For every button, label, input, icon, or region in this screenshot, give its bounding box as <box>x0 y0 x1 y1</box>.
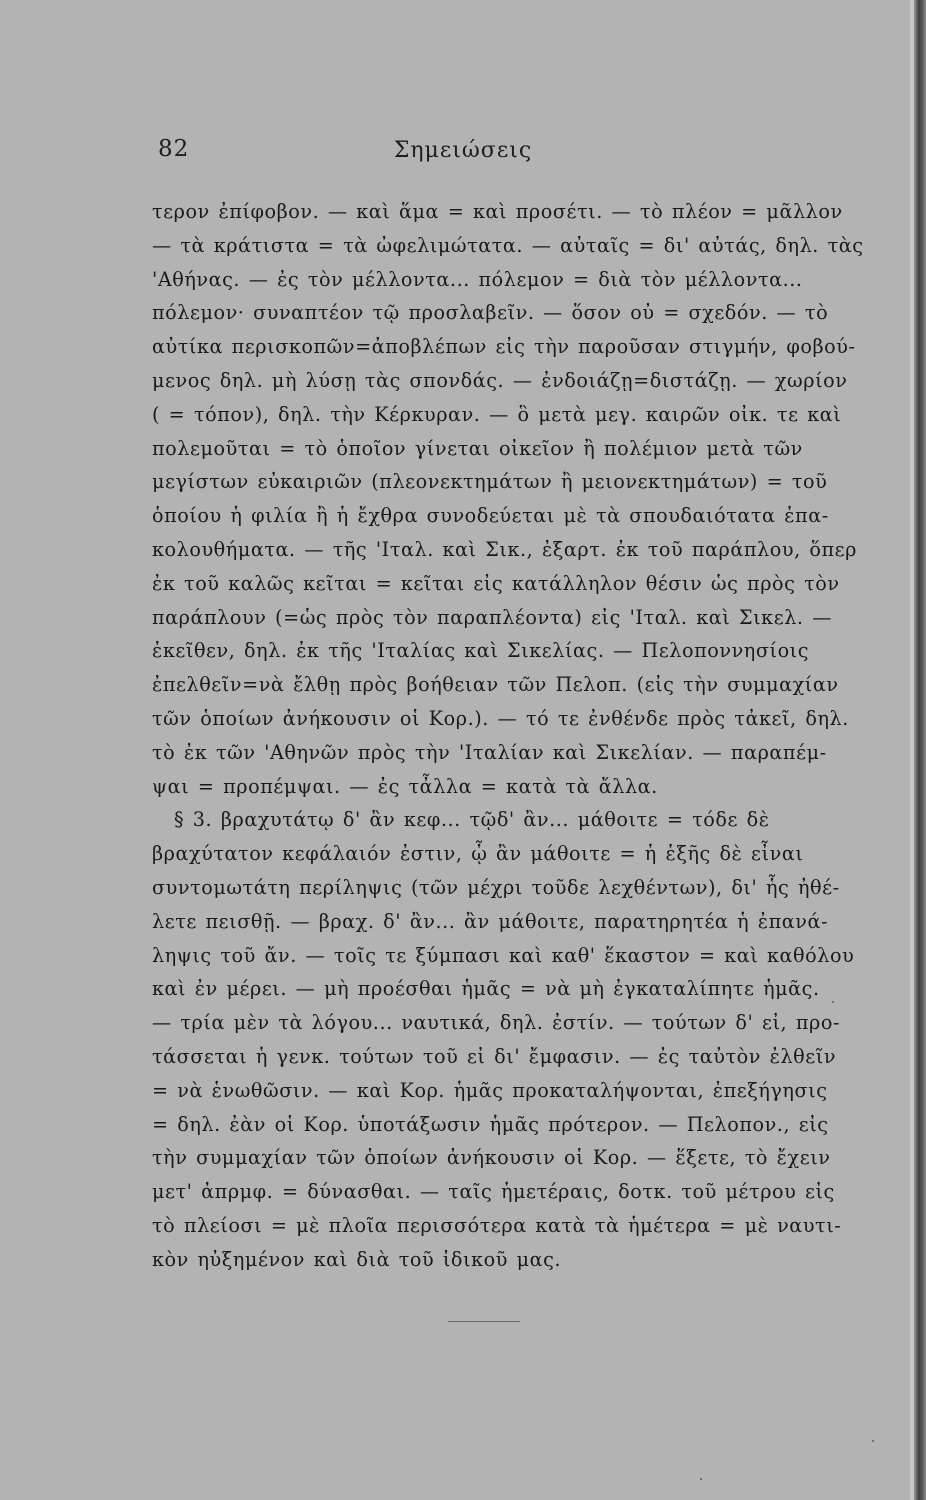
text-line: κολουθήματα. — τῆς 'Ιταλ. καὶ Σικ., ἐξαρτ. ἐκ τοῦ παράπλου, ὅπερ <box>152 537 857 561</box>
text-line: μεγίστων εὐκαιριῶν (πλεονεκτημάτων ἢ μειονεκτημάτων) = τοῦ <box>152 470 828 494</box>
text-line: μενος δηλ. μὴ λύσῃ τὰς σπονδάς. — ἐνδοιάζῃ=διστάζῃ. — χωρίον <box>152 368 848 392</box>
text-line: τάσσεται ἡ γενκ. τούτων τοῦ εἰ δι' ἔμφασιν. — ἐς ταὐτὸν ἐλθεῖν <box>152 1044 837 1068</box>
section-start-line: § 3. βραχυτάτῳ δ' ἂν κεφ... τῷδ' ἂν... μάθοιτε = τόδε δὲ <box>174 808 770 832</box>
text-line: ψαι = προπέμψαι. — ἐς τἆλλα = κατὰ τὰ ἄλλα. <box>152 774 658 798</box>
print-speck <box>700 1478 702 1480</box>
text-line: τερον ἐπίφοβον. — καὶ ἅμα = καὶ προσέτι. — τὸ πλέον = μᾶλλον <box>152 200 843 223</box>
text-line: καὶ ἐν μέρει. — μὴ προέσθαι ἡμᾶς = νὰ μὴ ἐγκαταλίπητε ἡμᾶς. <box>152 977 820 1001</box>
text-line: τὸ ἐκ τῶν 'Αθηνῶν πρὸς τὴν 'Ιταλίαν καὶ Σικελίαν. — παραπέμ- <box>152 740 827 764</box>
page-number: 82 <box>158 136 190 162</box>
text-line: συντομωτάτη περίληψις (τῶν μέχρι τοῦδε λεχθέντων), δι' ἧς ἠθέ- <box>152 875 840 899</box>
text-line: ληψις τοῦ ἄν. — τοῖς τε ξύμπασι καὶ καθ' ἕκαστον = καὶ καθόλου <box>152 943 855 967</box>
text-line: κὸν ηὐξημένον καὶ διὰ τοῦ ἰδικοῦ μας. <box>152 1247 562 1271</box>
text-line: — τρία μὲν τὰ λόγου... ναυτικά, δηλ. ἐστίν. — τούτων δ' εἰ, προ- <box>152 1011 840 1035</box>
text-line: ὁποίου ἡ φιλία ἢ ἡ ἔχθρα συνοδεύεται μὲ τὰ σπουδαιότατα ἐπα- <box>152 504 829 528</box>
text-line: ἐκ τοῦ καλῶς κεῖται = κεῖται εἰς κατάλληλον θέσιν ὡς πρὸς τὸν <box>152 571 840 595</box>
closing-rule <box>448 1321 520 1322</box>
text-line: πόλεμον· συναπτέον τῷ προσλαβεῖν. — ὅσον οὐ = σχεδόν. — τὸ <box>152 301 829 325</box>
text-line: πολεμοῦται = τὸ ὁποῖον γίνεται οἰκεῖον ἢ πολέμιον μετὰ τῶν <box>152 436 803 460</box>
text-line: μετ' ἀπρμφ. = δύνασθαι. — ταῖς ἡμετέραις, δοτκ. τοῦ μέτρου εἰς <box>152 1180 835 1204</box>
text-line: = δηλ. ἐὰν οἱ Κορ. ὑποτάξωσιν ἡμᾶς πρότερον. — Πελοπον., εἰς <box>152 1112 829 1136</box>
text-line: ἐπελθεῖν=νὰ ἔλθῃ πρὸς βοήθειαν τῶν Πελοπ. (εἰς τὴν συμμαχίαν <box>152 673 839 697</box>
text-line: αὐτίκα περισκοπῶν=ἀποβλέπων εἰς τὴν παροῦσαν στιγμήν, φοβού- <box>152 335 856 359</box>
text-line: = νὰ ἑνωθῶσιν. — καὶ Κορ. ἡμᾶς προκαταλήψονται, ἐπεξήγησις <box>152 1078 828 1102</box>
text-line: τῶν ὁποίων ἀνήκουσιν οἱ Κορ.). — τό τε ἐνθένδε πρὸς τἀκεῖ, δηλ. <box>152 706 849 730</box>
text-line: βραχύτατον κεφάλαιόν ἐστιν, ᾧ ἂν μάθοιτε = ἡ ἑξῆς δὲ εἶναι <box>152 842 804 866</box>
text-line: ἐκεῖθεν, δηλ. ἐκ τῆς 'Ιταλίας καὶ Σικελίας. — Πελοποννησίοις <box>152 639 810 663</box>
text-line: παράπλουν (=ὡς πρὸς τὸν παραπλέοντα) εἰς 'Ιταλ. καὶ Σικελ. — <box>152 605 832 629</box>
text-line: 'Αθήνας. — ἐς τὸν μέλλοντα... πόλεμον = διὰ τὸν μέλλοντα... <box>152 267 803 291</box>
print-speck <box>872 1440 874 1442</box>
text-line: τὴν συμμαχίαν τῶν ὁποίων ἀνήκουσιν οἱ Κορ. — ἕξετε, τὸ ἔχειν <box>152 1146 831 1170</box>
notes-body <box>152 195 882 1277</box>
running-head: Σημειώσεις <box>393 138 533 163</box>
text-line: ( = τόπον), δηλ. τὴν Κέρκυραν. — ὃ μετὰ μεγ. καιρῶν οἰκ. τε καὶ <box>152 402 842 426</box>
text-line: τὸ πλείοσι = μὲ πλοῖα περισσότερα κατὰ τὰ ἡμέτερα = μὲ ναυτι- <box>152 1213 842 1237</box>
print-speck <box>832 1001 834 1003</box>
text-line: — τὰ κράτιστα = τὰ ὠφελιμώτατα. — αὐταῖς = δι' αὐτάς, δηλ. τὰς <box>152 233 864 257</box>
page-binding-edge <box>914 0 926 1500</box>
text-line: λετε πεισθῇ. — βραχ. δ' ἂν... ἂν μάθοιτε, παρατηρητέα ἡ ἐπανά- <box>152 909 829 933</box>
